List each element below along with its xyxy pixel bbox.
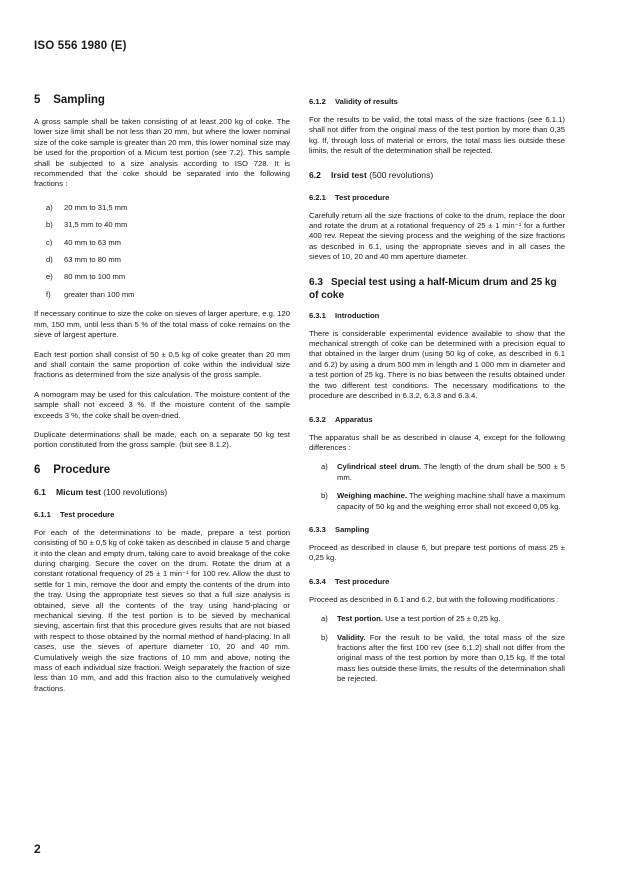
section-title: Sampling bbox=[53, 94, 105, 106]
section-title: Procedure bbox=[53, 463, 111, 476]
list-item: c) 40 mm to 63 mm bbox=[46, 237, 121, 247]
subsection-6-3-2-heading: 6.3.2 Apparatus bbox=[309, 414, 373, 424]
left-column bbox=[34, 94, 290, 703]
subsection-6-1-heading: 6.1 Micum test (100 revolutions) bbox=[34, 486, 168, 497]
section-6-heading bbox=[34, 464, 290, 476]
paragraph: Duplicate determinations shall be made, each on a separate 50 kg test portion constituted from the gross sample. (but see 8.1.2). bbox=[34, 429, 290, 450]
list-item: b) Weighing machine. The weighing machine shall have a maximum capacity of 50 kg and the weighing error shall not exceed 0,05 kg. bbox=[321, 491, 565, 511]
subsection-6-3-3-heading: 6.3.3 Sampling bbox=[309, 524, 370, 534]
paragraph: Proceed as described in clause 6, but prepare test portions of mass 25 ± 0,25 kg. bbox=[309, 542, 565, 563]
paragraph: Each test portion shall consist of 50 ± 0,5 kg of coke greater than 20 mm and shall contain the same proportion of coke within the individual size fractions as determined from the size analysis of the gross sample. bbox=[34, 349, 290, 380]
subsection-6-3-heading: 6.3 Special test using a half-Micum drum and 25 kg of coke bbox=[309, 276, 557, 301]
list-item: b) 31,5 mm to 40 mm bbox=[46, 220, 128, 230]
paragraph: Carefully return all the size fractions of coke to the drum, replace the door and rotate the drum at a rotational frequency of 25 ± 1 min⁻¹ for a further 400 rev. Repeat the sieving process and the weighing of the size fractions as described in 6.1, using the appropriate sieves and in all cases the sieves of 10, 20 and 40 mm aperture diameter. bbox=[309, 210, 565, 262]
paragraph: Proceed as described in 6.1 and 6.2, but with the following modifications : bbox=[309, 594, 559, 604]
paragraph: There is considerable experimental evidence available to show that the mechanical strength of coke can be determined with a precision equal to that obtained in the larger drum (using 50 kg of coke, as described in 6.1 and 6.2) by using a drum 500 mm in length and 1 000 mm in diameter and a test portion of 25 kg. There is no bias between the results obtained under the two different test conditions. The necessary modifications to the procedure are described in 6.3.2, 6.3.3 and 6.3.4. bbox=[309, 328, 565, 401]
paragraph: A gross sample shall be taken consisting of at least 200 kg of coke. The lower size limit shall be not less than 20 mm, but where the lower nominal size of the coke sample is greater than 20 mm, this lower nominal size may be used for the proportion of a Micum test portion (see 7.2). This sample shall be subjected to a size analysis according to ISO 728. It is recommended that the coke should be separated into the following fractions : bbox=[34, 117, 290, 189]
subsection-6-3-4-heading: 6.3.4 Test procedure bbox=[309, 576, 390, 586]
page-number: 2 bbox=[34, 842, 41, 856]
list-item: e) 80 mm to 100 mm bbox=[46, 272, 126, 282]
list-item: b) Validity. For the result to be valid, the total mass of the size fractions after the first 100 rev (see 6.1.2) shall not differ from the original mass of the test portion by more than 0,15 kg. If the total mass lies outside these limits, the results of the determination shall be rejected. bbox=[321, 632, 565, 684]
section-number: 6 bbox=[34, 463, 41, 476]
paragraph: If necessary continue to size the coke on sieves of larger aperture, e.g. 120 mm, 150 mm, until less than 5 % of the total mass of coke remains on the sieve of largest aperture. bbox=[34, 309, 290, 340]
list-item: a) Cylindrical steel drum. The length of the drum shall be 500 ± 5 mm. bbox=[321, 462, 565, 482]
right-column bbox=[309, 97, 565, 694]
modification-list bbox=[309, 614, 565, 684]
section-number: 5 bbox=[34, 94, 41, 106]
section-5-heading bbox=[34, 94, 290, 106]
fraction-list bbox=[34, 203, 290, 300]
paragraph: For the results to be valid, the total mass of the size fractions (see 6.1.1) shall not differ from the original mass of the test portion by more than 0,35 kg. If, through loss of material or errors, the total mass lies outside these limits, the result of the determination shall be rejected. bbox=[309, 115, 565, 156]
paragraph: For each of the determinations to be made, prepare a test portion consisting of 50 ± 0,5 kg of coke taken as described in clause 5 and charge it into the clean and empty drum, taking care to avoid breakage of the coke during charging. Secure the cover on the drum. Rotate the drum at a constant rotational frequency of 25 ± 1 min⁻¹ for 100 rev. Allow the dust to settle for 1 min, remove the door and empty the contents of the drum into the tray. Using the appropriate test sieves so that a full size analysis is obtained, sieve all the contents of the tray using hand-placing or mechanical sieving. If the test portion is to be sieved by mechanical sieving, ascertain first that this procedure gives results that are not biased with respect to those obtained by the normal method of hand-placing. In all cases, use the sieves of aperture diameter 10, 20 and 40 mm. Cumulatively weigh the size fractions of 10 mm and above, noting the mass of each individual size fraction. Weigh separately the fraction of size less than 10 mm, and add this fraction also to the cumulatively weighed fractions. bbox=[34, 527, 290, 693]
subsection-6-2-1-heading: 6.2.1 Test procedure bbox=[309, 192, 390, 202]
list-item: a) Test portion. Use a test portion of 25 ± 0,25 kg. bbox=[321, 614, 501, 624]
paragraph: The apparatus shall be as described in clause 4, except for the following differences : bbox=[309, 432, 565, 452]
page-header: ISO 556 1980 (E) bbox=[34, 40, 127, 52]
list-item: f) greater than 100 mm bbox=[46, 289, 135, 299]
list-item: a) 20 mm to 31,5 mm bbox=[46, 202, 128, 212]
subsection-6-1-2-heading: 6.1.2 Validity of results bbox=[309, 97, 398, 106]
subsection-6-1-1-heading: 6.1.1 Test procedure bbox=[34, 509, 115, 519]
paragraph: A nomogram may be used for this calculation. The moisture content of the sample shall not exceed 3 %. If the moisture content of the sample exceeds 3 %, the coke shall be oven-dried. bbox=[34, 389, 290, 420]
subsection-6-3-1-heading: 6.3.1 Introduction bbox=[309, 310, 380, 320]
apparatus-list bbox=[309, 462, 565, 512]
subsection-6-2-heading: 6.2 Irsid test (500 revolutions) bbox=[309, 169, 434, 180]
list-item: d) 63 mm to 80 mm bbox=[46, 255, 121, 265]
